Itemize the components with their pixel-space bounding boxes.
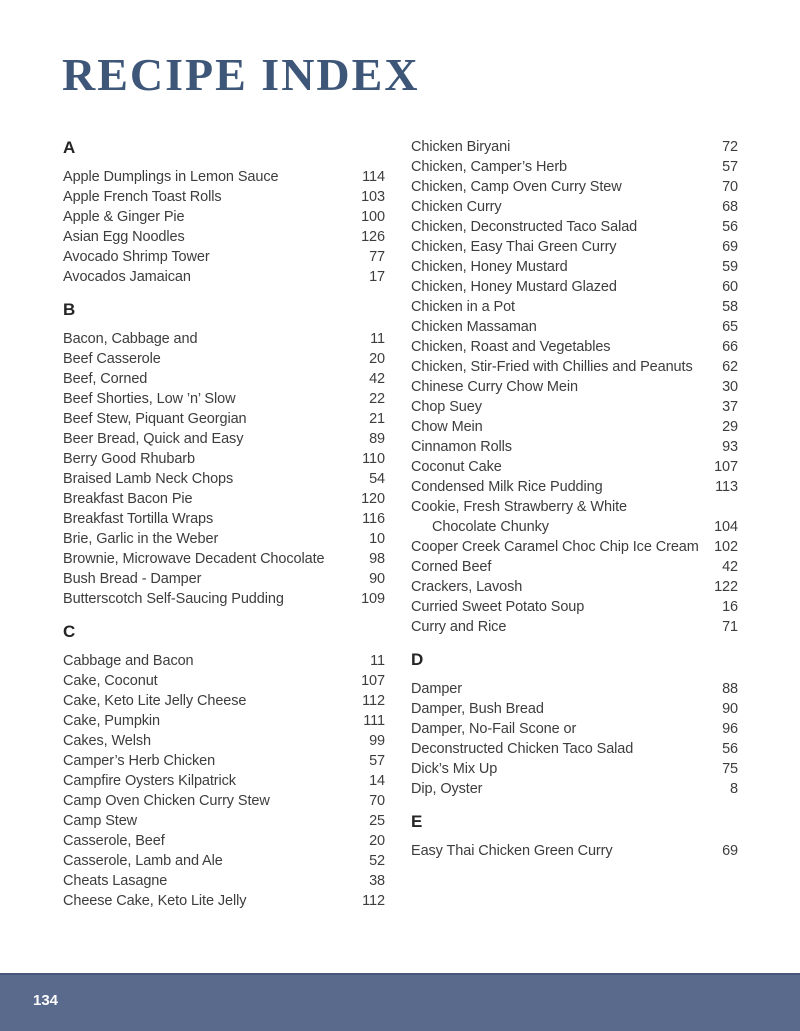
recipe-row	[63, 771, 385, 791]
recipe-page-number: 100	[361, 209, 385, 225]
recipe-name: Curry and Rice	[411, 619, 507, 635]
recipe-name: Easy Thai Chicken Green Curry	[411, 843, 613, 859]
recipe-name: Breakfast Tortilla Wraps	[63, 511, 214, 527]
recipe-name: Cakes, Welsh	[63, 733, 151, 749]
recipe-page-number: 75	[722, 761, 738, 777]
recipe-page-number: 38	[369, 873, 385, 889]
recipe-name: Beer Bread, Quick and Easy	[63, 431, 244, 447]
recipe-page-number: 22	[369, 391, 385, 407]
recipe-row	[63, 187, 385, 207]
recipe-page-number: 88	[722, 681, 738, 697]
recipe-name: Chicken, Stir-Fried with Chillies and Peanuts	[411, 359, 693, 375]
recipe-page-number: 58	[722, 299, 738, 315]
recipe-row	[411, 197, 738, 217]
recipe-name: Campfire Oysters Kilpatrick	[63, 773, 236, 789]
recipe-row	[411, 157, 738, 177]
recipe-page-number: 11	[370, 653, 385, 669]
recipe-name: Beef Stew, Piquant Georgian	[63, 411, 247, 427]
recipe-name: Dick’s Mix Up	[411, 761, 498, 777]
recipe-page-number: 112	[362, 693, 385, 709]
recipe-page-number: 77	[369, 249, 385, 265]
recipe-page-number: 69	[722, 239, 738, 255]
recipe-row	[411, 357, 738, 377]
recipe-row	[63, 429, 385, 449]
recipe-page-number: 8	[730, 781, 738, 797]
recipe-row	[63, 329, 385, 349]
index-column-right	[411, 137, 738, 911]
recipe-page-number: 66	[722, 339, 738, 355]
recipe-page-number: 20	[369, 351, 385, 367]
recipe-row	[411, 457, 738, 477]
recipe-name: Cinnamon Rolls	[411, 439, 512, 455]
recipe-row	[411, 257, 738, 277]
recipe-page-number: 60	[722, 279, 738, 295]
recipe-row	[63, 671, 385, 691]
recipe-name: Apple French Toast Rolls	[63, 189, 222, 205]
recipe-row	[411, 497, 738, 517]
recipe-page-number: 109	[361, 591, 385, 607]
recipe-page-number: 113	[715, 479, 738, 495]
section-header: D	[411, 650, 424, 669]
recipe-row	[63, 227, 385, 247]
recipe-name: Deconstructed Chicken Taco Salad	[411, 741, 634, 757]
recipe-row	[63, 549, 385, 569]
recipe-name: Chicken, Camp Oven Curry Stew	[411, 179, 622, 195]
recipe-name: Braised Lamb Neck Chops	[63, 471, 234, 487]
recipe-page-number: 42	[369, 371, 385, 387]
recipe-page-number: 102	[714, 539, 738, 555]
recipe-name: Casserole, Beef	[63, 833, 165, 849]
footer-bar	[0, 973, 800, 1031]
recipe-row	[63, 731, 385, 751]
recipe-page-number: 112	[362, 893, 385, 909]
recipe-row	[411, 679, 738, 699]
recipe-row	[63, 871, 385, 891]
recipe-name: Chocolate Chunky	[432, 519, 549, 535]
recipe-row	[63, 449, 385, 469]
recipe-row	[411, 557, 738, 577]
recipe-page-number: 56	[722, 741, 738, 757]
recipe-name: Condensed Milk Rice Pudding	[411, 479, 603, 495]
recipe-page-number: 52	[369, 853, 385, 869]
recipe-row	[411, 841, 738, 861]
recipe-page-number: 16	[722, 599, 738, 615]
recipe-row	[411, 377, 738, 397]
index-section	[63, 609, 385, 911]
recipe-name: Coconut Cake	[411, 459, 502, 475]
recipe-name: Damper	[411, 681, 462, 697]
recipe-row	[411, 537, 738, 557]
recipe-row	[63, 529, 385, 549]
recipe-row	[63, 891, 385, 911]
recipe-row	[411, 137, 738, 157]
recipe-row	[411, 719, 738, 739]
recipe-name: Breakfast Bacon Pie	[63, 491, 193, 507]
recipe-name: Beef Casserole	[63, 351, 161, 367]
recipe-row	[63, 247, 385, 267]
recipe-name: Chicken in a Pot	[411, 299, 515, 315]
recipe-name: Chinese Curry Chow Mein	[411, 379, 578, 395]
recipe-name: Beef Shorties, Low ’n’ Slow	[63, 391, 236, 407]
recipe-row	[63, 489, 385, 509]
page-title: RECIPE INDEX	[62, 49, 420, 100]
recipe-page-number: 96	[722, 721, 738, 737]
recipe-name: Dip, Oyster	[411, 781, 483, 797]
section-header: C	[63, 622, 76, 641]
recipe-row	[411, 397, 738, 417]
recipe-page-number: 70	[369, 793, 385, 809]
recipe-row	[63, 389, 385, 409]
recipe-name: Bacon, Cabbage and	[63, 331, 198, 347]
recipe-row	[411, 237, 738, 257]
recipe-row	[411, 597, 738, 617]
recipe-page-number: 99	[369, 733, 385, 749]
recipe-page-number: 30	[722, 379, 738, 395]
recipe-row	[63, 369, 385, 389]
recipe-page-number: 11	[370, 331, 385, 347]
recipe-row	[411, 617, 738, 637]
recipe-row	[411, 177, 738, 197]
recipe-name: Cake, Keto Lite Jelly Cheese	[63, 693, 247, 709]
recipe-row	[63, 651, 385, 671]
recipe-page-number: 17	[369, 269, 385, 285]
recipe-name: Cake, Pumpkin	[63, 713, 161, 729]
recipe-name: Chow Mein	[411, 419, 483, 435]
recipe-name: Brie, Garlic in the Weber	[63, 531, 219, 547]
recipe-name: Casserole, Lamb and Ale	[63, 853, 223, 869]
recipe-page-number: 10	[369, 531, 385, 547]
recipe-page-number: 57	[722, 159, 738, 175]
recipe-name: Cheats Lasagne	[63, 873, 168, 889]
recipe-page-number: 104	[714, 519, 738, 535]
recipe-name: Corned Beef	[411, 559, 492, 575]
recipe-row	[63, 409, 385, 429]
recipe-page-number: 37	[722, 399, 738, 415]
recipe-page-number: 57	[369, 753, 385, 769]
recipe-page-number: 90	[722, 701, 738, 717]
recipe-name: Apple Dumplings in Lemon Sauce	[63, 169, 279, 185]
recipe-name: Chicken, Deconstructed Taco Salad	[411, 219, 638, 235]
recipe-row	[63, 589, 385, 609]
recipe-page-number: 71	[722, 619, 738, 635]
recipe-row	[63, 349, 385, 369]
recipe-page-number: 120	[361, 491, 385, 507]
recipe-page-number: 72	[722, 139, 738, 155]
recipe-row	[63, 811, 385, 831]
recipe-page-number: 25	[369, 813, 385, 829]
recipe-page-number: 59	[722, 259, 738, 275]
recipe-name: Chicken, Roast and Vegetables	[411, 339, 611, 355]
index-section	[63, 287, 385, 609]
recipe-name: Chop Suey	[411, 399, 482, 415]
recipe-name: Cake, Coconut	[63, 673, 158, 689]
recipe-name: Camp Oven Chicken Curry Stew	[63, 793, 270, 809]
recipe-row	[63, 691, 385, 711]
recipe-name: Chicken, Honey Mustard	[411, 259, 568, 275]
index-column-left	[63, 137, 385, 911]
recipe-name: Apple & Ginger Pie	[63, 209, 185, 225]
index-columns	[63, 137, 738, 911]
section-header: B	[63, 300, 76, 319]
recipe-name: Beef, Corned	[63, 371, 148, 387]
recipe-page-number: 69	[722, 843, 738, 859]
recipe-row	[411, 699, 738, 719]
recipe-row	[411, 277, 738, 297]
recipe-page-number: 122	[714, 579, 738, 595]
recipe-page-number: 107	[361, 673, 385, 689]
recipe-page-number: 56	[722, 219, 738, 235]
recipe-page-number: 116	[362, 511, 385, 527]
recipe-row	[63, 469, 385, 489]
recipe-name: Bush Bread - Damper	[63, 571, 202, 587]
recipe-name: Camp Stew	[63, 813, 138, 829]
section-header: A	[63, 138, 76, 157]
recipe-name: Chicken, Easy Thai Green Curry	[411, 239, 617, 255]
recipe-name: Cabbage and Bacon	[63, 653, 194, 669]
recipe-row	[63, 207, 385, 227]
recipe-row	[63, 711, 385, 731]
recipe-page-number: 90	[369, 571, 385, 587]
index-section	[63, 137, 385, 287]
recipe-page-number: 126	[361, 229, 385, 245]
recipe-page-number: 89	[369, 431, 385, 447]
footer-page-number: 134	[33, 992, 59, 1009]
index-section	[411, 799, 738, 861]
recipe-row	[411, 337, 738, 357]
recipe-name: Damper, Bush Bread	[411, 701, 544, 717]
section-header: E	[411, 812, 423, 831]
recipe-row	[63, 831, 385, 851]
recipe-page-number: 110	[362, 451, 385, 467]
recipe-name: Avocados Jamaican	[63, 269, 191, 285]
recipe-page-number: 107	[714, 459, 738, 475]
recipe-row	[63, 791, 385, 811]
recipe-row	[411, 217, 738, 237]
recipe-name: Avocado Shrimp Tower	[63, 249, 210, 265]
recipe-name: Cheese Cake, Keto Lite Jelly	[63, 893, 247, 909]
recipe-page-number: 98	[369, 551, 385, 567]
recipe-name: Chicken, Honey Mustard Glazed	[411, 279, 617, 295]
recipe-name: Chicken Biryani	[411, 139, 511, 155]
recipe-page-number: 42	[722, 559, 738, 575]
recipe-row	[411, 517, 738, 537]
recipe-row	[411, 477, 738, 497]
recipe-name: Crackers, Lavosh	[411, 579, 523, 595]
recipe-row	[411, 437, 738, 457]
recipe-row	[63, 751, 385, 771]
recipe-name: Brownie, Microwave Decadent Chocolate	[63, 551, 325, 567]
recipe-row	[63, 569, 385, 589]
recipe-page-number: 68	[722, 199, 738, 215]
recipe-row	[411, 577, 738, 597]
recipe-page-number: 20	[369, 833, 385, 849]
recipe-page-number: 14	[369, 773, 385, 789]
recipe-name: Cookie, Fresh Strawberry & White	[411, 499, 627, 515]
recipe-row	[411, 779, 738, 799]
recipe-page-number: 62	[722, 359, 738, 375]
recipe-row	[411, 297, 738, 317]
recipe-page-number: 111	[363, 713, 385, 729]
recipe-name: Camper’s Herb Chicken	[63, 753, 216, 769]
recipe-page-number: 70	[722, 179, 738, 195]
recipe-name: Asian Egg Noodles	[63, 229, 185, 245]
recipe-page-number: 21	[369, 411, 385, 427]
recipe-name: Berry Good Rhubarb	[63, 451, 195, 467]
recipe-page-number: 65	[722, 319, 738, 335]
recipe-page-number: 114	[362, 169, 385, 185]
recipe-row	[411, 317, 738, 337]
recipe-row	[63, 167, 385, 187]
recipe-page-number: 103	[361, 189, 385, 205]
recipe-row	[411, 759, 738, 779]
recipe-row	[63, 851, 385, 871]
recipe-name: Butterscotch Self-Saucing Pudding	[63, 591, 284, 607]
recipe-page-number: 54	[369, 471, 385, 487]
recipe-row	[411, 739, 738, 759]
recipe-name: Chicken, Camper’s Herb	[411, 159, 568, 175]
recipe-name: Cooper Creek Caramel Choc Chip Ice Cream	[411, 539, 699, 555]
recipe-row	[63, 267, 385, 287]
recipe-name: Chicken Massaman	[411, 319, 537, 335]
recipe-name: Chicken Curry	[411, 199, 502, 215]
index-section	[411, 637, 738, 799]
recipe-page-number: 93	[722, 439, 738, 455]
recipe-row	[63, 509, 385, 529]
recipe-name: Damper, No-Fail Scone or	[411, 721, 577, 737]
recipe-page-number: 29	[722, 419, 738, 435]
recipe-name: Curried Sweet Potato Soup	[411, 599, 585, 615]
recipe-row	[411, 417, 738, 437]
index-section	[411, 137, 738, 637]
